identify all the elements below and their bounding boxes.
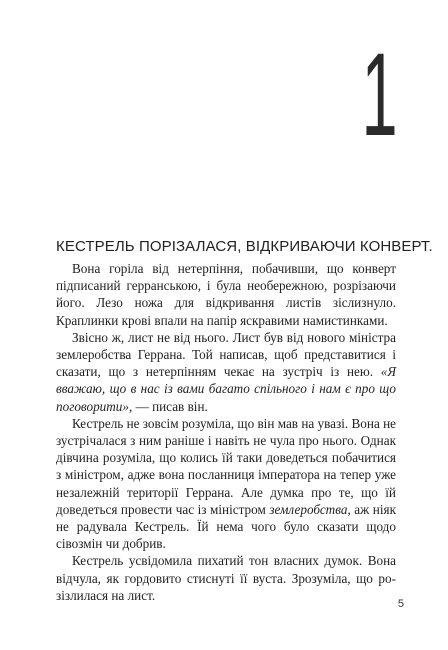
paragraph-4: Кестрель усвідомила пихатий тон власних думок. Вона відчула, як гордовито стиснуті її вуста. Зрозуміла, що розізлилася на лист.: [56, 553, 396, 603]
emphasized-word: землеробства: [269, 501, 348, 517]
letter-quote: «Я вважаю, що в нас із вами багато спільного і нам є про що поговорити»: [56, 364, 396, 414]
chapter-number: 1: [361, 29, 398, 161]
page-number: 5: [397, 598, 404, 610]
paragraph-3-text: Кестрель не зовсім розуміла, що він мав на увазі. Вона не зустрічалася з ним раніше і навіть не чула про нього. Однак дівчина розуміла, що колись їй таки доведеться побачитися з міністром, адже вона посланниця імператора на тепер уже незалежній території Геррана. Але думка про те, що їй доведеться провести час із міністром: [56, 415, 397, 517]
paragraph-2-text: Звісно ж, лист не від нього. Лист був від нового міністра землеробства Геррана. Той написав, щоб представитися і сказати, що з нетерпінням чекає на зустріч із нею.: [56, 329, 396, 380]
paragraph-3: [56, 415, 396, 553]
paragraph-1: Вона горіла від нетерпіння, побачивши, що конверт підписаний герранською, і була необережною, розрізаючи його. Лезо ножа для відкривання листів зіслизнуло. Краплинки крові впали на папір яскравими намистинками.: [56, 261, 396, 328]
paragraph-2: [56, 329, 396, 415]
paragraph-3-tail: , аж ніяк не радувала Кестрель. Їй нема чого було сказати щодо сівозмін чи добрив.: [56, 501, 396, 552]
paragraph-2-tail: , — писав він.: [128, 398, 208, 414]
chapter-opening-line: КЕСТРЕЛЬ ПОРІЗАЛАСЯ, ВІДКРИВАЮЧИ КОНВЕРТ.: [56, 238, 433, 255]
chapter-text: [56, 238, 433, 604]
